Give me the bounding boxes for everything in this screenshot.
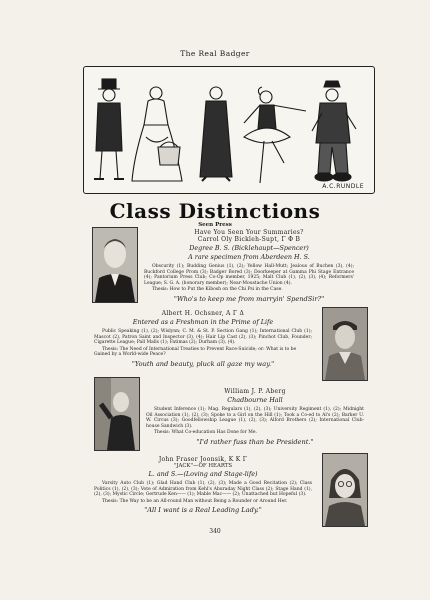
entry-submotto: A rare specimen from Aberdeen H. S. [188,253,310,261]
entry-nickname: "JACK"—OF HEARTS [173,463,233,469]
portrait-photo-2 [322,307,368,381]
entry-name: Carrol Oly Bickleh-Supt, Γ Φ B [197,236,301,243]
entry-thesis: Thesis: The Way to be an All-round Man without Being a Rounder or Around Her. [102,498,288,504]
entry-quote: "Youth and beauty, pluck all gaze my way." [131,359,275,368]
entry-thesis: Thesis: How to Put the Kibosh on the Chi Psi in the Case. [152,287,283,293]
cartoon-illustration [83,66,375,194]
entry-name: William J. P. Aberg [224,388,286,395]
section-title: Class Distinctions [109,199,321,223]
entry-aberg [146,388,364,446]
portrait-photo-4 [322,453,368,527]
entry-quote: "Who's to keep me from marryin' SpendSir?" [173,294,325,303]
entry-motto: Chadbourne Hall [227,396,283,404]
figure-washerwoman [132,87,182,181]
entry-joonsik [94,456,312,514]
entry-motto: Entered as a Freshman in the Prime of Life [132,318,274,326]
entry-motto: Degree B. S. (Bicklehaupt—Spencer) [189,244,309,252]
entry-thesis: Thesis: What Co-education Has Done for Me. [154,430,257,436]
figure-tramp [312,81,356,181]
entry-bickleh-supt [144,229,354,303]
entry-activities: Student Inference (1); Mag. Regulars (1), (2), (3); University Regiment (1), (2); Midnight Oil Association (1), (2), (3); Spoke to a Girl on the Hill (1); Took a Co-ed to Al's (2); Barker U. W. Circus (3); Goodfellowship League (1), (2), (3); Alford Brothers (2); International Club-house Sandwich (3). [146,407,364,429]
entry-activities: Varsity Auto Club (1); Glad Hand Club (1), (2), (3); Made a Good Recitation (2); Class Politics (1), (2), (3); Vote of Admiration from Kehl's Aburaday Night Class (2); Stage Hand (1), (2), (3); Mystic Circle; Gertrude Ken—— (1); Mable Mac—— (2); Unattached but Hopeful (3). [94,481,312,498]
portrait-photo-1 [92,227,138,303]
entry-quote: "All I want is a Real Leading Lady." [144,506,262,515]
figure-monk [200,87,232,181]
entry-quote: "I'd rather fuss than be President." [196,437,314,446]
entry-name: John Fraser Joonsik, K K Γ [158,456,248,463]
cartoon-drawing [84,67,374,193]
portrait-photo-3 [94,377,140,451]
entry-name: Albert H. Ochsner, A Γ Δ [161,310,245,317]
entry-ochsner [94,310,312,368]
figure-dancer [244,87,306,183]
running-head: The Real Badger [180,49,250,58]
artist-signature: A.C.RUNDLE [322,183,364,190]
page-number: 340 [209,528,221,535]
entry-activities: Obscurity (1); Budding Genius (1), (2); Yellow Hall-Mutt; Jealous of Buchen (3), (4); Buckford College Prom (3); Badger Bored (3); Doorkeeper at Gamma Phi Stage Entrance (4); Pantorium Press Club; Co-Op member, 1925; Malt Club (1), (2), (3), (4); Reformers' League; S. G. A. (honorary member); Near-Moustache Union (4). [144,264,354,286]
entry-thesis: Thesis: The Need of International Treaties to Prevent Race-Suicide; or: What is to be Gained by a World-wide Peace? [94,346,297,358]
entry-motto: L. and S.—(Loving and Stage-life) [148,470,258,478]
entry-activities: Public Speaking (1), (2); Wislynn; C. M. & St. P. Section Gang (1); International Club (1); Mascot (2), Patron Saint and Inspector (3), (4); Hair Lip Cast (2), (3); Pinchot Club, Founder; Cigarette League; Pall Malls (1); Fatimas (2); Durham (3), (4). [94,329,312,346]
figure-top-hat-man [94,79,124,179]
entry-intro: Have You Seen Your Summaries? [194,229,304,236]
section-subtitle: Seen Press [198,222,232,228]
